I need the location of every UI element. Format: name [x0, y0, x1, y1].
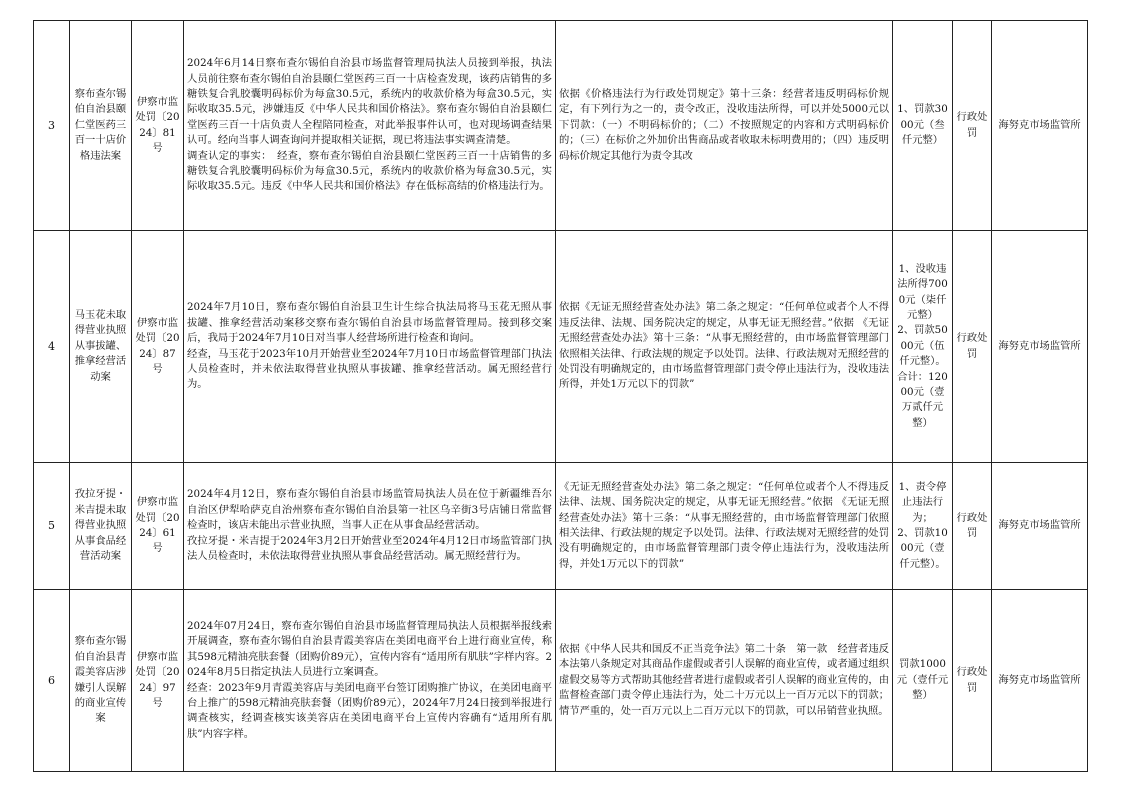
enforcement-agency: 海努克市场监管所: [992, 231, 1088, 463]
document-number: 伊察市监处罚〔2024〕61号: [132, 463, 184, 590]
row-number: 6: [34, 590, 70, 772]
table-row: [34, 21, 1088, 231]
document-number: 伊察市监处罚〔2024〕87号: [132, 231, 184, 463]
case-facts-text: 2024年4月12日，察布查尔锡伯自治县市场监管局执法人员在位于新疆维吾尔自治区伊犁哈萨克自治州察布查尔锡伯自治县第一社区乌辛街3号店铺日常监督检查时，该店未能出示营业执照，当事人正在从事食品经营活动。 孜拉牙提・米吉提于2024年3月2日开始营业至2024年4月12日市场监管部门执法人员检查时，未依法取得营业执照从事食品经营活动。属无照经营行为。: [187, 488, 552, 563]
document-number: 伊察市监处罚〔2024〕81号: [132, 21, 184, 231]
case-facts: [184, 231, 556, 463]
case-name: 孜拉牙提・米吉提未取得营业执照从事食品经营活动案: [70, 463, 132, 590]
enforcement-agency: 海努克市场监管所: [992, 21, 1088, 231]
penalty-content: 罚款1000元（壹仟元整）: [893, 590, 953, 772]
case-facts-text: 2024年07月24日，察布查尔锡伯自治县市场监督管理局执法人员根据举报线索开展调查，察布查尔锡伯自治县青霞美容店在美团电商平台上进行商业宣传，称其598元精油亮肤套餐（团购价89元），宣传内容有“适用所有肌肤”字样内容。2024年8月5日指定执法人员进行立案调查。 经查：2023年9月青霞美容店与美团电商平台签订团购推广协议，在美团电商平台上推广的598元精油亮肤套餐（团购价89元），2024年7月24日接到举报进行调查核实，经调查核实该美容店在美团电商平台上宣传内容确有“适用所有肌肤”内容字样。: [187, 619, 552, 740]
penalty-table: [33, 20, 1088, 772]
enforcement-agency: 海努克市场监管所: [992, 463, 1088, 590]
case-facts: [184, 590, 556, 772]
case-facts: [184, 463, 556, 590]
enforcement-agency: 海努克市场监管所: [992, 590, 1088, 772]
legal-basis-text: 依据《中华人民共和国反不正当竞争法》第二十条 第一款 经营者违反本法第八条规定对其商品作虚假或者引人误解的商业宣传，或者通过组织虚假交易等方式帮助其他经营者进行虚假或者引人误解的商业宣传的，由监督检查部门责令停止违法行为，处二十万元以上一百万元以下的罚款；情节严重的，处一百万元以上二百万元以下的罚款，可以吊销营业执照。: [559, 642, 889, 717]
penalty-type: 行政处罚: [953, 231, 992, 463]
case-name: 马玉花未取得营业执照从事拔罐、推拿经营活动案: [70, 231, 132, 463]
case-facts: [184, 21, 556, 231]
row-number: 3: [34, 21, 70, 231]
legal-basis: [556, 231, 893, 463]
document-number: 伊察市监处罚〔2024〕97号: [132, 590, 184, 772]
legal-basis: [556, 21, 893, 231]
row-number: 4: [34, 231, 70, 463]
penalty-content: 1、责令停止违法行为； 2、罚款1000元（壹仟元整）。: [893, 463, 953, 590]
legal-basis-text: 《无证无照经营查处办法》第二条之规定：“任何单位或者个人不得违反法律、法规、国务院决定的规定，从事无证无照经营。”依据 《无证无照经营查处办法》第十三条：“从事无照经营的，由市场监督管理部门依照相关法律、行政法规的规定予以处罚。法律、行政法规对无照经营的处罚没有明确规定的，由市场监督管理部门责令停止违法行为，没收违法所得，并处1万元以下的罚款”: [559, 480, 889, 570]
penalty-type: 行政处罚: [953, 463, 992, 590]
legal-basis-text: 依据《无证无照经营查处办法》第二条之规定：“任何单位或者个人不得违反法律、法规、国务院决定的规定，从事无证无照经营。”依据 《无证无照经营查处办法》第十三条：“从事无照经营的，由市场监督管理部门依照相关法律、行政法规的规定予以处罚。法律、行政法规对无照经营的处罚没有明确规定的，由市场监督管理部门责令停止违法行为，没收违法所得，并处1万元以下的罚款”: [559, 301, 889, 391]
legal-basis: [556, 463, 893, 590]
case-name: 察布查尔锡伯自治县颐仁堂医药三百一十店价格违法案: [70, 21, 132, 231]
penalty-type: 行政处罚: [953, 590, 992, 772]
table-row: [34, 231, 1088, 463]
legal-basis: [556, 590, 893, 772]
case-name: 察布查尔锡伯自治县青霞美容店涉嫌引人误解的商业宣传案: [70, 590, 132, 772]
table-row: [34, 590, 1088, 772]
penalty-content: 1、没收违法所得7000元（柒仟元整） 2、罚款5000元（伍仟元整）。合计：12000元（壹万贰仟元整）: [893, 231, 953, 463]
penalty-type: 行政处罚: [953, 21, 992, 231]
legal-basis-text: 依据《价格违法行为行政处罚规定》第十三条：经营者违反明码标价规定，有下列行为之一的，责令改正，没收违法所得，可以并处5000元以下罚款：（一）不明码标价的；（二）不按照规定的内容和方式明码标价的；（三）在标价之外加价出售商品或者收取未标明费用的；（四）违反明码标价规定其他行为责令其改: [559, 87, 889, 162]
row-number: 5: [34, 463, 70, 590]
case-facts-text: 2024年6月14日察布查尔锡伯自治县市场监督管理局执法人员接到举报，执法人员前往察布查尔锡伯自治县颐仁堂医药三百一十店检查发现，该药店销售的多糖铁复合乳胶囊明码标价为每盒30.5元，系统内的收款价格为每盒30.5元，实际收取35.5元，涉嫌违反《中华人民共和国价格法》。察布查尔锡伯自治县颐仁堂医药三百一十店负责人全程陪同检查，对此举报事件认可，也对现场调查结果认可。经向当事人调查询问并提取相关证据，现已将违法事实调查清楚。 调查认定的事实： 经查，察布查尔锡伯自治县颐仁堂医药三百一十店销售的多糖铁复合乳胶囊明码标价为每盒30.5元，系统内的收款价格为每盒30.5元，实际收取35.5元。违反《中华人民共和国价格法》存在低标高结的价格违法行为。: [187, 57, 552, 193]
penalty-content: 1、罚款3000元（叁仟元整）: [893, 21, 953, 231]
table-row: [34, 463, 1088, 590]
case-facts-text: 2024年7月10日，察布查尔锡伯自治县卫生计生综合执法局将马玉花无照从事拔罐、推拿经营活动案移交察布查尔锡伯自治县市场监督管理局。接到移交案后，我局于2024年7月10日对当事人经营场所进行检查和询问。 经查，马玉花于2023年10月开始营业至2024年7月10日市场监督管理部门执法人员检查时，并未依法取得营业执照从事拔罐、推拿经营活动。属无照经营行为。: [187, 301, 552, 391]
